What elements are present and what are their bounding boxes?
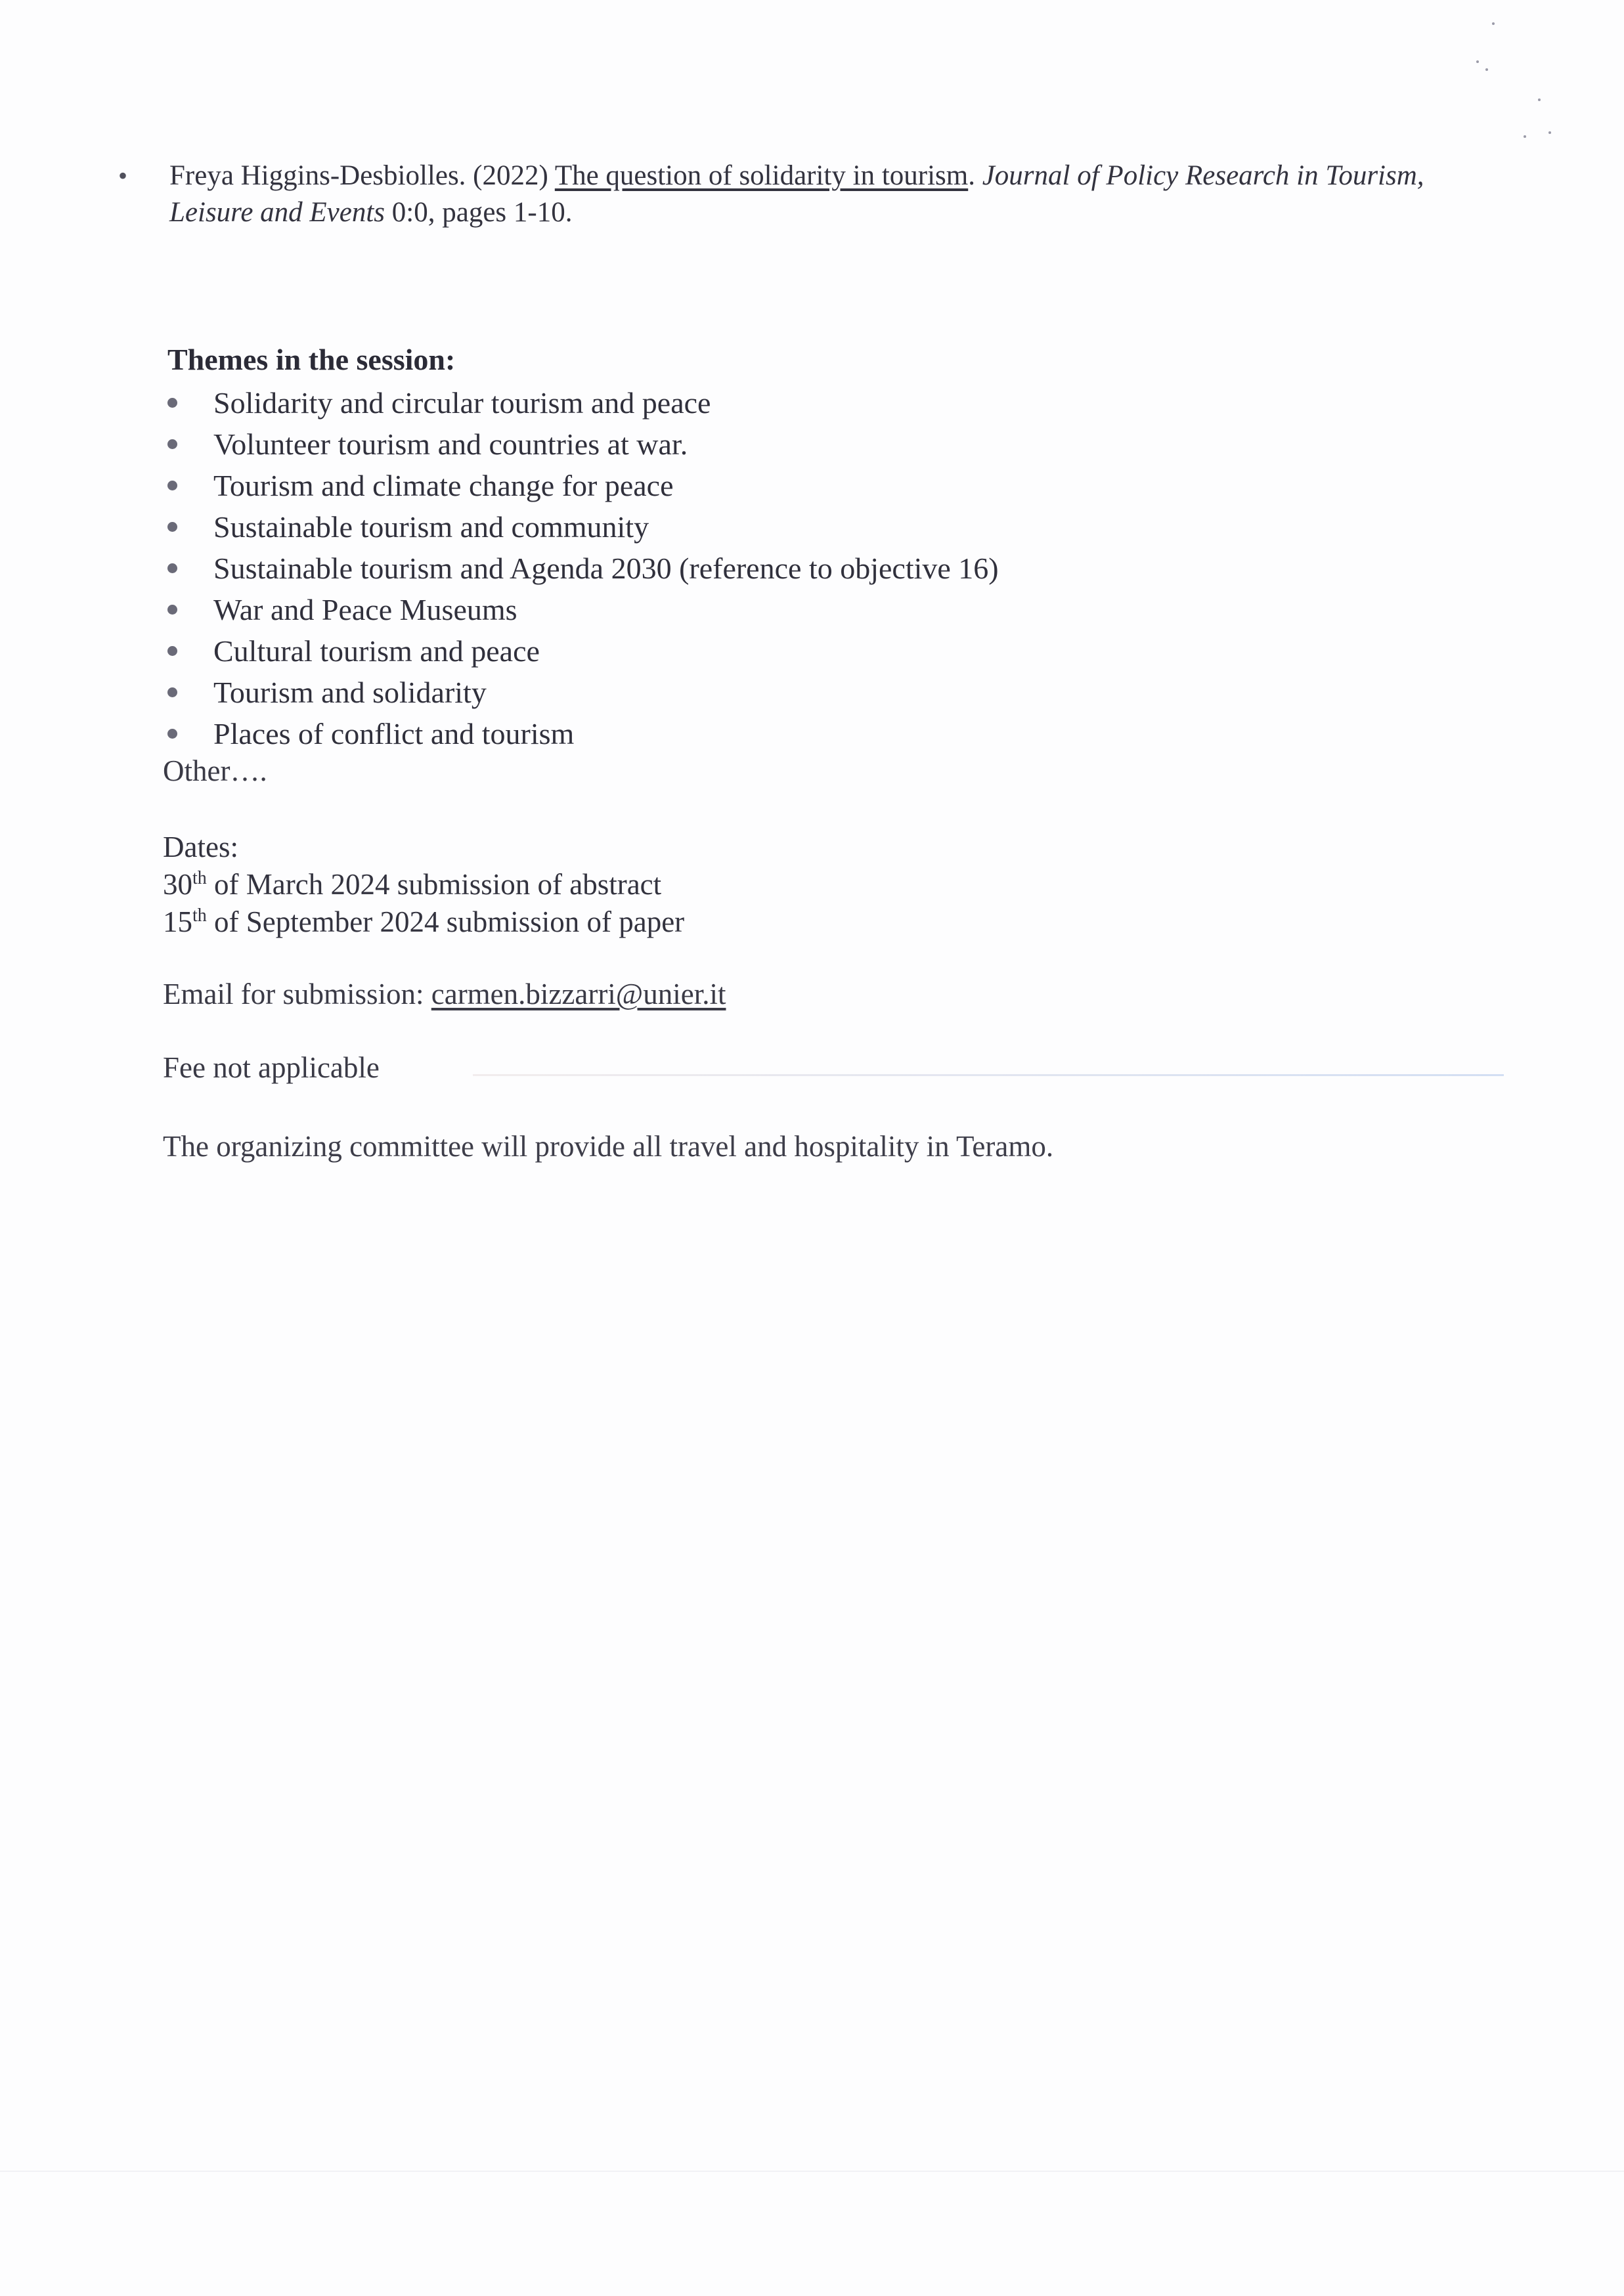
list-item: Solidarity and circular tourism and peace	[167, 382, 1415, 423]
reference-title-link[interactable]: The question of solidarity in tourism	[554, 160, 969, 191]
scan-speck	[1524, 135, 1526, 138]
bullet-icon	[167, 481, 177, 490]
email-link[interactable]: carmen.bizzarri@unier.it	[431, 978, 726, 1010]
bullet-icon	[167, 563, 177, 573]
list-item: Places of conflict and tourism	[167, 713, 1415, 754]
scan-speck	[1485, 68, 1488, 71]
dates-label: Dates:	[163, 831, 238, 863]
committee-note: The organizing committee will provide all travel and hospitality in Teramo.	[163, 1130, 1054, 1163]
bullet-icon	[167, 398, 177, 408]
dates-section	[163, 829, 684, 941]
bullet-icon	[167, 687, 177, 697]
list-item: Tourism and climate change for peace	[167, 465, 1415, 506]
list-item: Volunteer tourism and countries at war.	[167, 423, 1415, 465]
bullet-icon: •	[118, 161, 128, 190]
themes-list	[167, 382, 1415, 754]
themes-section	[167, 340, 1415, 754]
list-item: War and Peace Museums	[167, 589, 1415, 630]
themes-heading: Themes in the session:	[167, 343, 456, 376]
list-item: Tourism and solidarity	[167, 672, 1415, 713]
reference-author-year: Freya Higgins-Desbiolles. (2022)	[169, 160, 548, 191]
list-item: Sustainable tourism and Agenda 2030 (reference to objective 16)	[167, 548, 1415, 589]
reference-details: 0:0, pages 1-10.	[391, 197, 573, 228]
reference-entry	[112, 158, 1491, 231]
reference-text: Freya Higgins-Desbiolles. (2022) The question of solidarity in tourism. Journal of Policy Research in Tourism, Leisure and Events 0:0, pages 1-10.	[169, 160, 1424, 228]
reference-journal: Journal of Policy Research in Tourism, Leisure and Events	[169, 160, 1424, 228]
scan-speck	[1492, 22, 1495, 25]
scan-speck	[1538, 98, 1541, 101]
email-line	[163, 974, 726, 1014]
bullet-icon	[167, 439, 177, 449]
bullet-icon	[167, 522, 177, 532]
themes-other: Other….	[163, 754, 267, 787]
list-item: Sustainable tourism and community	[167, 506, 1415, 548]
abstract-deadline: 30th of March 2024 submission of abstract	[163, 868, 662, 901]
bullet-icon	[167, 729, 177, 739]
scan-speck	[1476, 60, 1479, 63]
list-item: Cultural tourism and peace	[167, 630, 1415, 672]
bullet-icon	[167, 605, 177, 615]
scan-artifact-line	[473, 1074, 1504, 1076]
scan-speck	[1548, 131, 1551, 134]
footer-divider	[0, 2171, 1624, 2172]
bullet-icon	[167, 646, 177, 656]
fee-note: Fee not applicable	[163, 1051, 380, 1084]
paper-deadline: 15th of September 2024 submission of paper	[163, 905, 685, 938]
email-label: Email for submission:	[163, 978, 431, 1010]
